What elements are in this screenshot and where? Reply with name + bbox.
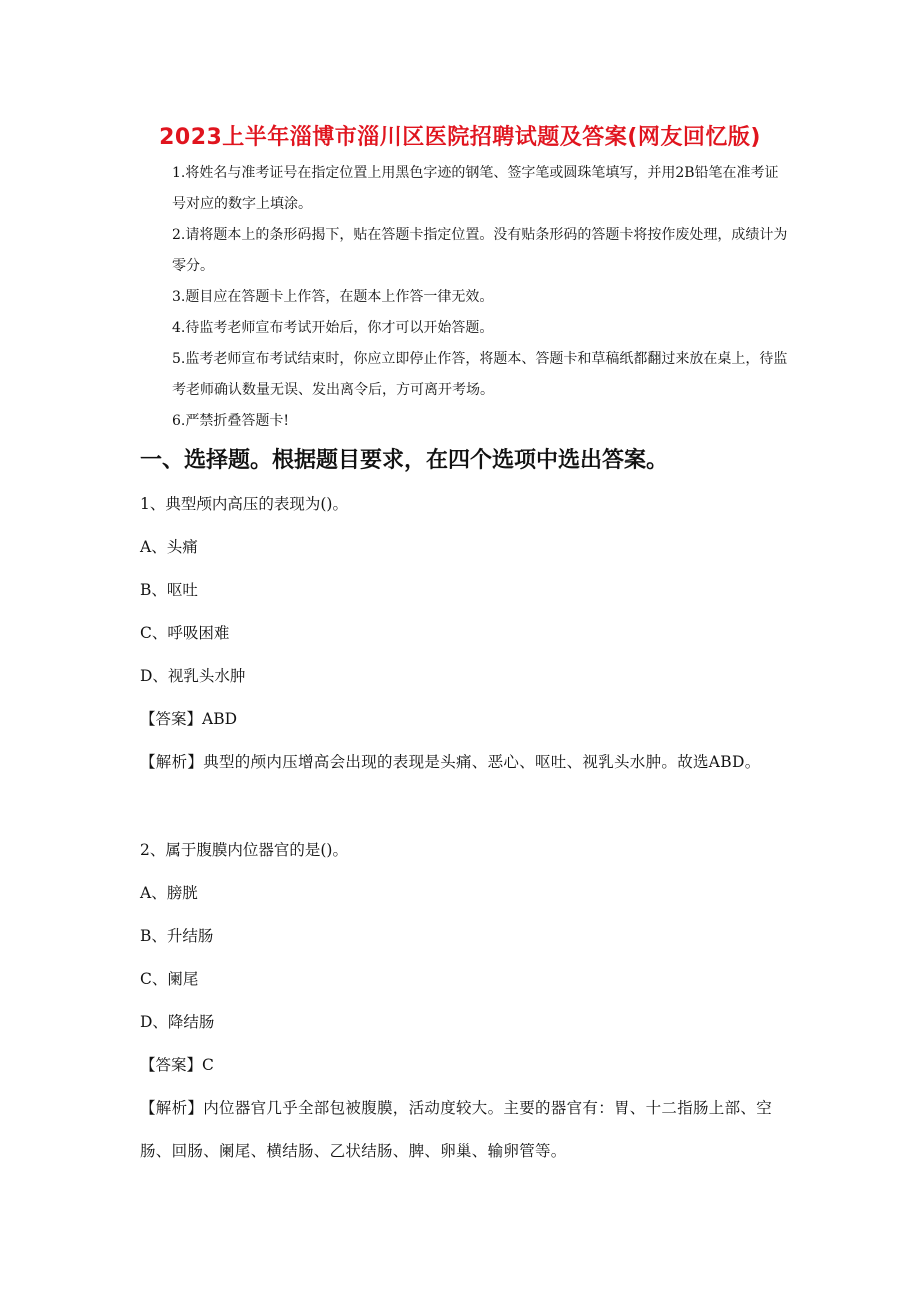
- instruction-6: 6.严禁折叠答题卡!: [172, 413, 289, 429]
- instruction-5: 5.监考老师宣布考试结束时，你应立即停止作答，将题本、答题卡和草稿纸都翻过来放在桌上，待监考老师确认数量无误、发出离令后，方可离开考场。: [172, 351, 788, 398]
- question-2-stem: 2、属于腹膜内位器官的是()。: [140, 841, 348, 859]
- question-1-stem: 1、典型颅内高压的表现为()。: [140, 495, 348, 513]
- question-2-option-d: D、降结肠: [140, 1013, 215, 1031]
- question-1-answer: 【答案】ABD: [140, 710, 238, 728]
- question-1-analysis: 【解析】典型的颅内压增高会出现的表现是头痛、恶心、呕吐、视乳头水肿。故选ABD。: [140, 753, 761, 771]
- instruction-3: 3.题目应在答题卡上作答，在题本上作答一律无效。: [172, 289, 494, 305]
- question-1-option-c: C、呼吸困难: [140, 624, 230, 642]
- question-2-option-b: B、升结肠: [140, 927, 214, 945]
- section-heading: 一、选择题。根据题目要求，在四个选项中选出答案。: [140, 448, 669, 473]
- instruction-2: 2.请将题本上的条形码揭下，贴在答题卡指定位置。没有贴条形码的答题卡将按作废处理，成绩计为零分。: [172, 227, 788, 274]
- instruction-1: 1.将姓名与准考证号在指定位置上用黑色字迹的钢笔、签字笔或圆珠笔填写，并用2B铅笔在准考证号对应的数字上填涂。: [172, 165, 779, 212]
- question-2-option-a: A、膀胱: [140, 884, 198, 902]
- question-1-option-d: D、视乳头水肿: [140, 667, 246, 685]
- question-2-analysis: 【解析】内位器官几乎全部包被腹膜，活动度较大。主要的器官有：胃、十二指肠上部、空肠、回肠、阑尾、横结肠、乙状结肠、脾、卵巢、输卵管等。: [140, 1099, 773, 1160]
- document-title: 2023上半年淄博市淄川区医院招聘试题及答案(网友回忆版): [159, 125, 761, 150]
- question-1-option-b: B、呕吐: [140, 581, 198, 599]
- question-2-option-c: C、阑尾: [140, 970, 199, 988]
- instruction-4: 4.待监考老师宣布考试开始后，你才可以开始答题。: [172, 320, 494, 336]
- question-2-answer: 【答案】C: [140, 1056, 214, 1074]
- question-1-option-a: A、头痛: [140, 538, 198, 556]
